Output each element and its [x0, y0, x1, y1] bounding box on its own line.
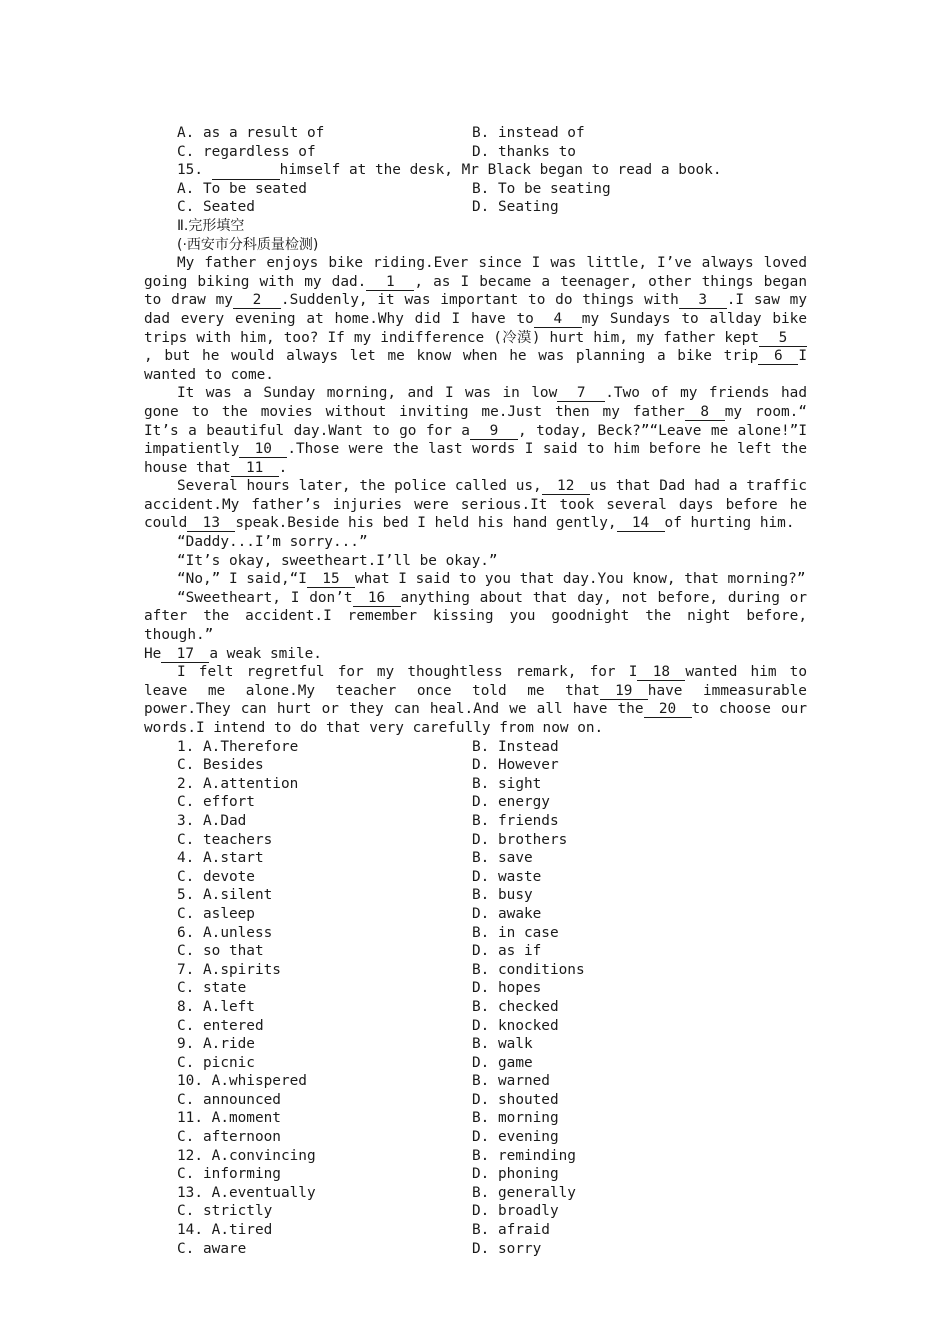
option-a: A. as a result of: [177, 125, 325, 141]
document-page: [144, 124, 807, 1258]
passage-paragraph-4: [144, 570, 807, 589]
option-text: C. announced: [177, 1091, 281, 1108]
option-row: [144, 998, 807, 1017]
option-text: D. evening: [472, 1129, 559, 1146]
option-text: C. informing: [177, 1166, 281, 1183]
passage-text: , as I became a teenager, other things began to draw my: [144, 273, 807, 309]
blank-15: 15: [307, 571, 355, 588]
option-row: [144, 905, 807, 924]
option-row: [144, 961, 807, 980]
passage-paragraph-6: [144, 645, 807, 664]
option-row: [144, 1091, 807, 1110]
option-text: B. in case: [472, 924, 559, 941]
blank-7: 7: [557, 385, 605, 402]
answer-blank: [212, 161, 280, 180]
option-text: D. hopes: [472, 980, 542, 997]
option-text: B. checked: [472, 998, 559, 1015]
blank-11: 11: [231, 460, 279, 477]
blank-14: 14: [617, 515, 665, 532]
option-row: [144, 1128, 807, 1147]
option-text: C. so that: [177, 943, 264, 960]
option-text: C. afternoon: [177, 1129, 281, 1146]
option-d: D. thanks to: [472, 143, 576, 160]
option-text: C. strictly: [177, 1203, 273, 1220]
passage-text: of hurting him.: [664, 515, 795, 532]
option-text: 10. A.whispered: [177, 1073, 307, 1090]
passage-text: anything about that day, not before, during or after the accident.I remember kissing you goodnight the night before, though.”: [144, 589, 807, 644]
option-row: [144, 1147, 807, 1166]
option-text: C. state: [177, 980, 247, 997]
option-text: C. aware: [177, 1240, 247, 1257]
passage-text: , today, Beck?”“Leave me alone!”I impatiently: [144, 422, 807, 458]
question-15-stem: [144, 161, 807, 180]
blank-13: 13: [187, 515, 235, 532]
option-text: B. walk: [472, 1036, 533, 1053]
option-row: [144, 756, 807, 775]
question-15-options-ab: [144, 180, 807, 199]
blank-12: 12: [542, 478, 590, 495]
blank-6: 6: [758, 348, 798, 365]
question-number: 15.: [177, 162, 212, 179]
options-list: [144, 738, 807, 1259]
option-b: B. To be seating: [472, 180, 611, 197]
option-c: C. Seated: [177, 199, 255, 216]
option-text: B. conditions: [472, 961, 585, 978]
blank-2: 2: [233, 292, 281, 309]
option-row: [144, 793, 807, 812]
section-title: Ⅱ.完形填空: [177, 217, 245, 234]
option-text: C. teachers: [177, 831, 273, 848]
option-row: [144, 886, 807, 905]
passage-text: what I said to you that day.You know, that morning?”: [354, 571, 806, 588]
option-a: A. To be seated: [177, 180, 307, 197]
question-15-options-cd: [144, 198, 807, 217]
option-text: B. reminding: [472, 1147, 576, 1164]
passage-text: It was a Sunday morning, and I was in low: [177, 385, 558, 402]
option-text: C. picnic: [177, 1054, 255, 1071]
blank-19: 19: [600, 683, 648, 700]
passage-paragraph-1: [144, 254, 807, 384]
passage-text: a weak smile.: [209, 645, 322, 662]
blank-9: 9: [470, 423, 518, 440]
option-text: 3. A.Dad: [177, 812, 247, 829]
passage-text: “Sweetheart, I don’t: [177, 589, 353, 606]
option-row: [144, 1017, 807, 1036]
option-text: D. brothers: [472, 831, 568, 848]
question-text: himself at the desk, Mr Black began to read a book.: [279, 162, 722, 179]
option-text: C. devote: [177, 868, 255, 885]
option-row: [144, 1184, 807, 1203]
option-text: D. However: [472, 757, 559, 774]
passage-text: speak.Beside his bed I held his hand gently,: [235, 515, 617, 532]
option-text: 4. A.start: [177, 850, 264, 867]
question-14-options-cd: [144, 143, 807, 162]
passage-text: I wanted to come.: [144, 348, 807, 383]
blank-17: 17: [161, 646, 209, 663]
option-text: 8. A.left: [177, 998, 255, 1015]
passage-text: us that Dad had a traffic accident.My father’s injuries were serious.It took several days before he could: [144, 478, 807, 532]
option-row: [144, 1109, 807, 1128]
option-text: D. knocked: [472, 1017, 559, 1034]
option-text: 1. A.Therefore: [177, 738, 299, 755]
blank-5: 5: [759, 330, 807, 347]
passage-paragraph-3: [144, 477, 807, 533]
option-text: C. Besides: [177, 757, 264, 774]
option-row: [144, 1165, 807, 1184]
dialogue-line-1: “Daddy...I’m sorry...”: [177, 534, 368, 551]
passage-text: “No,” I said,“I: [177, 571, 307, 588]
option-row: [144, 924, 807, 943]
blank-20: 20: [644, 701, 692, 718]
option-text: D. as if: [472, 943, 542, 960]
option-text: B. afraid: [472, 1222, 550, 1239]
option-text: B. morning: [472, 1110, 559, 1127]
blank-4: 4: [534, 311, 582, 328]
option-row: [144, 868, 807, 887]
passage-text: I felt regretful for my thoughtless remark, for I: [177, 664, 638, 681]
option-c: C. regardless of: [177, 143, 316, 160]
passage-text: .Those were the last words I said to him before he left the house that: [144, 441, 807, 476]
passage-text: .Two of my friends had gone to the movies without inviting me.Just then my father: [144, 385, 807, 420]
option-text: 6. A.unless: [177, 924, 273, 941]
option-text: 5. A.silent: [177, 887, 273, 904]
option-row: [144, 1240, 807, 1259]
passage-text: .: [278, 459, 288, 476]
option-text: 13. A.eventually: [177, 1184, 316, 1201]
passage-text: have immeasurable power.They can hurt or they can heal.And we all have the: [144, 682, 807, 718]
option-text: C. effort: [177, 794, 255, 811]
passage-text: He: [144, 645, 162, 662]
dialogue-line-2: “It’s okay, sweetheart.I’ll be okay.”: [177, 552, 498, 569]
option-text: 14. A.tired: [177, 1222, 273, 1239]
option-text: 7. A.spirits: [177, 961, 281, 978]
option-text: B. generally: [472, 1184, 576, 1201]
blank-3: 3: [679, 292, 727, 309]
option-row: [144, 831, 807, 850]
option-text: D. phoning: [472, 1166, 559, 1183]
passage-text: My father enjoys bike riding.Ever since I was little, I’ve always loved going biking with my dad.: [144, 255, 807, 290]
passage-text: .Suddenly, it was important to do things with: [280, 292, 679, 309]
option-row: [144, 1202, 807, 1221]
option-text: D. game: [472, 1054, 533, 1071]
passage-paragraph-5: [144, 589, 807, 645]
option-row: [144, 849, 807, 868]
option-row: [144, 775, 807, 794]
option-text: 12. A.convincing: [177, 1147, 316, 1164]
option-text: B. busy: [472, 887, 533, 904]
option-row: [144, 812, 807, 831]
option-row: [144, 942, 807, 961]
section-source: (·西安市分科质量检测): [177, 236, 319, 253]
option-text: C. entered: [177, 1017, 264, 1034]
option-row: [144, 1221, 807, 1240]
option-text: B. Instead: [472, 738, 559, 755]
option-text: 9. A.ride: [177, 1036, 255, 1053]
option-text: D. sorry: [472, 1240, 542, 1257]
passage-text: wanted him to leave me alone.My teacher once told me that: [144, 664, 808, 699]
option-text: D. shouted: [472, 1091, 559, 1108]
option-text: B. warned: [472, 1073, 550, 1090]
passage-text: my Sundays to allday bike trips with him, too? If my indifference (冷漠) hurt him, my father kept: [144, 310, 807, 346]
passage-text: .I saw my dad every evening at home.Why did I have to: [144, 292, 807, 327]
option-row: [144, 738, 807, 757]
option-text: 11. A.moment: [177, 1110, 281, 1127]
option-text: D. awake: [472, 905, 542, 922]
option-row: [144, 979, 807, 998]
option-text: 2. A.attention: [177, 775, 299, 792]
passage-text: to choose our words.I intend to do that very carefully from now on.: [144, 701, 807, 736]
option-text: D. energy: [472, 794, 550, 811]
blank-8: 8: [685, 404, 725, 421]
blank-1: 1: [366, 274, 414, 291]
option-text: B. save: [472, 850, 533, 867]
blank-18: 18: [637, 664, 685, 681]
option-text: D. waste: [472, 868, 542, 885]
question-14-options-ab: [144, 124, 807, 143]
option-row: [144, 1035, 807, 1054]
passage-text: Several hours later, the police called us,: [177, 478, 542, 495]
option-d: D. Seating: [472, 199, 559, 216]
passage-paragraph-2: [144, 384, 807, 477]
option-row: [144, 1054, 807, 1073]
blank-10: 10: [239, 441, 287, 458]
option-text: B. sight: [472, 775, 542, 792]
option-text: B. friends: [472, 812, 559, 829]
option-text: D. broadly: [472, 1203, 559, 1220]
option-text: C. asleep: [177, 905, 255, 922]
passage-text: , but he would always let me know when he was planning a bike trip: [144, 348, 759, 365]
passage-text: my room.“ It’s a beautiful day.Want to go for a: [144, 403, 807, 439]
option-row: [144, 1072, 807, 1091]
passage-paragraph-7: [144, 663, 807, 737]
blank-16: 16: [353, 590, 401, 607]
option-b: B. instead of: [472, 125, 585, 141]
